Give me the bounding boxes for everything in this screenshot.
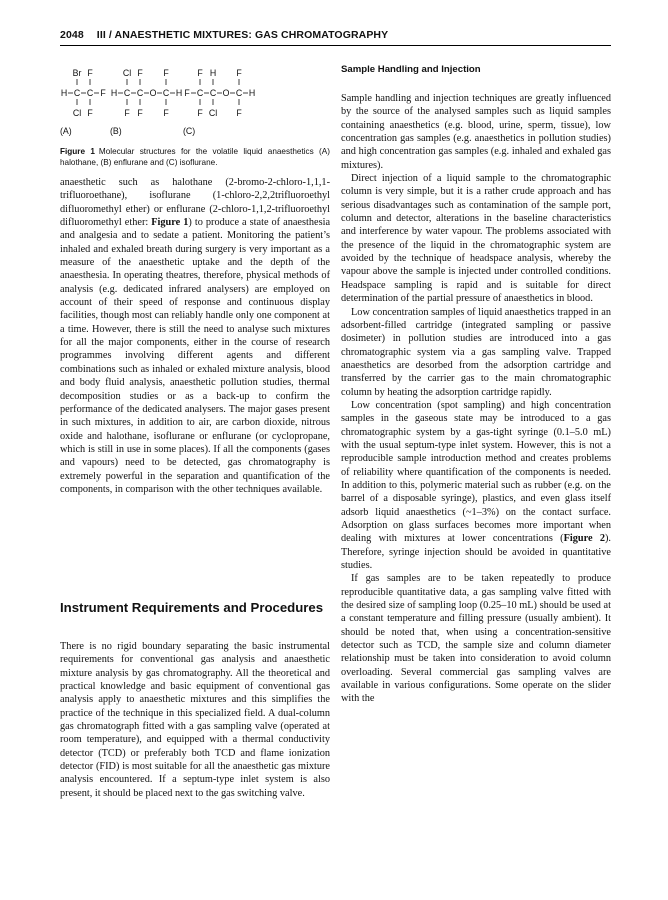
atom-symbol: O — [149, 88, 157, 98]
atom-symbol: F — [87, 68, 93, 78]
atom-symbol: F — [184, 88, 190, 98]
right-paragraph-2: Direct injection of a liquid sample to the chromatographic column is very simple, but it is a rather crude approach and has serious disadvantages such as contamination of the sample port, column and detector, alterations in the baseline characteristics and interference by water vapour. The problems associated with the presence of the liquid in the chromatographic system are avoided by the technique of headspace analysis, whereby the vapour above the sample is injected under controlled conditions. Headspace sampling is rapid and is suitable for direct determination of the partial pressure of anaesthetics in blood. — [341, 173, 611, 305]
running-header — [60, 29, 611, 41]
atom-symbol: F — [137, 108, 143, 118]
atom-symbol: F — [124, 108, 130, 118]
atom-symbol: H — [209, 68, 217, 78]
atom-symbol: C — [136, 88, 144, 98]
left-paragraph-1 — [60, 176, 330, 496]
left-column-body — [60, 176, 330, 496]
figure-reference[interactable]: Figure 2 — [563, 533, 605, 545]
atom-symbol: H — [248, 88, 256, 98]
sub-heading: Sample Handling and Injection — [341, 64, 481, 75]
text-run: ) to produce a state of anaesthesia and analgesia and to sedate a patient. Monitoring the patient’s inhaled and exhaled breath during surgery is very important as a measure of the anaesthetic uptake and the depth of the anaesthesia. In operating theatres, therefore, physical methods of analysis (e.g. dedicated infrared analysers) are employed on account of their speed of response and continuous display facilities, though most can reliably handle only one component at a time. However, there is still the need to analyse such mixtures for all the major components, either in the course of research programmes involving different agents and different combinations such as inhaled or exhaled mixture analysis, blood and body fluid analysis, anaesthetic pollution studies, thermal decomposition studies or as a back-up to confirm the performance of the dedicated analysers. The major gases present in such mixtures, in addition to air, are carbon dioxide, nitrous oxide and halothane, isoflurane or enflurane (or cyclopropane, which is still in use in some places). If all the components (gases and vapours) need to be detected, gas chromatography is extremely powerful in the separation and quantification of the components, in comparison with the other techniques available. — [60, 217, 331, 495]
atom-symbol: F — [236, 68, 242, 78]
figure-reference[interactable]: Figure 1 — [151, 217, 189, 229]
section-heading: Instrument Requirements and Procedures — [60, 600, 324, 615]
page-number: 2048 — [60, 29, 84, 41]
figure-1 — [60, 64, 330, 144]
atom-symbol: F — [100, 88, 106, 98]
text-run: ). Therefore, syringe injection should be avoided in quantitative studies. — [341, 533, 611, 572]
text-run: Low concentration (spot sampling) and high concentration samples in the gaseous state may be introduced to a gas chromatographic system by a gas-tight syringe (0.1–5.0 mL) with the usual septum-type inlet system. However, this is not a reproducible sample introduction method and creates problems of reliability where quantification of the components is needed. In addition to this, polymeric material such as rubber (e.g. on the barrel of a disposable syringe), plastics, and even glass itself adsorb liquid anaesthetics (~1–3%) on the contact surface. Adsorption on glass surfaces becomes more important when dealing with mixtures at lower concentrations ( — [341, 399, 611, 545]
atom-symbol: H — [175, 88, 183, 98]
atom-symbol: C — [123, 88, 131, 98]
structure-panel-label: (A) — [60, 126, 72, 136]
atom-symbol: Cl — [208, 108, 218, 118]
right-paragraph-5: If gas samples are to be taken repeatedly to produce reproducible quantitative data, a gas sampling valve fitted with the desired size of sampling loop (0.25–10 mL) should be used at a constant temperature and filling pressure (usually ambient). It should be noted that, when using a concentration-sensitive detector such as TCD, the sample size and column diameter relationship must be taken into consideration to avoid column overloading. Several commercial gas sampling valves are available in various configurations. Some operate on the slider with the — [341, 573, 611, 705]
figure-caption — [60, 146, 330, 168]
atom-symbol: C — [209, 88, 217, 98]
atom-symbol: O — [222, 88, 230, 98]
atom-symbol: Br — [72, 68, 82, 78]
structure-panel — [183, 68, 255, 136]
atom-symbol: H — [60, 88, 68, 98]
atom-symbol: F — [163, 68, 169, 78]
figure-caption-label: Figure 1 — [60, 147, 95, 156]
header-rule — [60, 45, 611, 46]
atom-symbol: C — [86, 88, 94, 98]
running-title: III / ANAESTHETIC MIXTURES: GAS CHROMATOGRAPHY — [96, 29, 389, 41]
atom-symbol: F — [137, 68, 143, 78]
figure-caption-text: Molecular structures for the volatile liquid anaesthetics (A) halothane, (B) enflurane and (C) isoflurane. — [60, 147, 330, 167]
structure-panel-label: (C) — [183, 126, 196, 136]
right-paragraph-1: Sample handling and injection techniques are greatly influenced by the source of the analysed samples such as liquid samples containing anaesthetics (e.g. blood, urine, sperm, tissue), low concentration gas samples (e.g. anaesthetics in pollution studies) and high concentration gas samples (e.g. inhaled and exhaled gas mixtures). — [341, 93, 611, 171]
atom-symbol: H — [110, 88, 118, 98]
atom-symbol: C — [196, 88, 204, 98]
atom-symbol: F — [197, 68, 203, 78]
right-paragraph-4 — [341, 399, 611, 572]
left-paragraph-2: There is no rigid boundary separating the basic instrumental requirements for conventional gas analysis and anaesthetic mixture analysis by gas chromatography. All the theoretical and practical knowledge and basic equipment of conventional gas analysis apply to anaesthetic mixtures and this simplifies the practice of the technique in this specialized field. A dual-column gas chromatograph fitted with a gas sampling valve (operated at room temperature), and equipped with a thermal conductivity detector (TCD) or preferably both TCD and flame ionization detector (FID) is most suitable for all the anaesthetic gas mixture analysis encountered. If a septum-type inlet system is also present, it should be placed next to the gas switching valve. — [60, 641, 330, 799]
atom-symbol: Cl — [122, 68, 132, 78]
right-paragraph-3: Low concentration samples of liquid anaesthetics trapped in an adsorbent-filled cartridge (integrated sampling or passive dosimeter) in pollution studies are introduced into a gas chromatographic system via a gas sampling valve. Trapped anaesthetics are desorbed from the adsorption cartridge and transferred by the carrier gas to the main chromatographic column by heating the adsorption cartridge rapidly. — [341, 306, 611, 398]
atom-symbol: F — [87, 108, 93, 118]
atom-symbol: F — [236, 108, 242, 118]
atom-symbol: C — [73, 88, 81, 98]
left-column-body-2 — [60, 640, 330, 800]
structure-panel-label: (B) — [110, 126, 122, 136]
atom-symbol: F — [163, 108, 169, 118]
atom-symbol: Cl — [72, 108, 82, 118]
structure-panel — [110, 68, 182, 136]
structure-panel — [60, 68, 106, 136]
atom-symbol: F — [197, 108, 203, 118]
molecular-structures-diagram — [60, 64, 330, 144]
text-run: anaesthetic such as halothane (2-bromo-2-chloro-1,1,1-trifluoroethane), isoflurane (1-chloro-2,2,2trifluoroethyl difluoromethyl ether) or enflurane (2-chloro-1,1,2-trifluoroethyl difluoromethyl ether: — [60, 177, 330, 229]
atom-symbol: C — [235, 88, 243, 98]
atom-symbol: C — [162, 88, 170, 98]
right-column-body — [341, 92, 611, 706]
